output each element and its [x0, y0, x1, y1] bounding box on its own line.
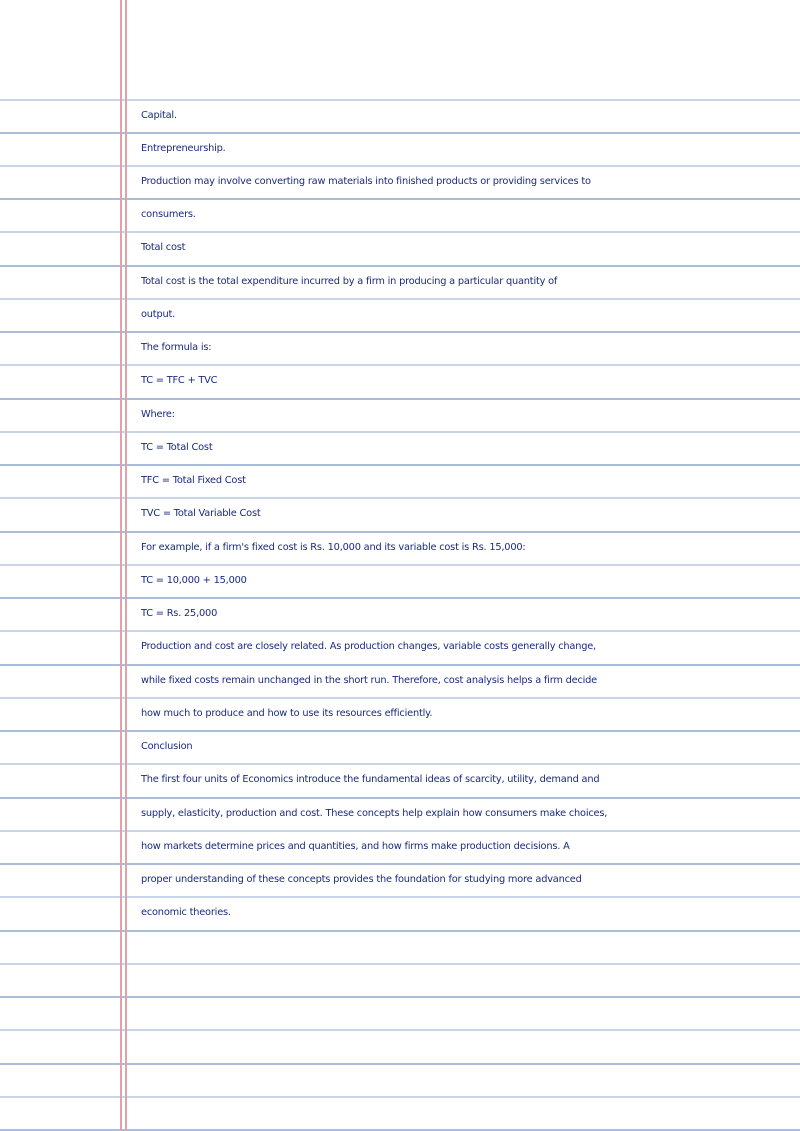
note-line: The first four units of Economics introduce the fundamental ideas of scarcity, utility, demand and — [141, 774, 600, 785]
note-line: while fixed costs remain unchanged in the short run. Therefore, cost analysis helps a firm decide — [141, 675, 598, 686]
note-line: TC = 10,000 + 15,000 — [141, 575, 247, 586]
note-line: consumers. — [141, 209, 196, 220]
note-line: Entrepreneurship. — [141, 143, 226, 154]
note-line: Total cost is the total expenditure incurred by a firm in producing a particular quantity of — [141, 276, 558, 287]
note-line: how markets determine prices and quantities, and how firms make production decisions. A — [141, 841, 570, 852]
note-line: The formula is: — [141, 342, 212, 353]
note-line: supply, elasticity, production and cost. These concepts help explain how consumers make choices, — [141, 808, 608, 819]
note-line: how much to produce and how to use its resources efficiently. — [141, 708, 433, 719]
note-line: Conclusion — [141, 741, 193, 752]
margin-line — [120, 0, 122, 1131]
note-line: TVC = Total Variable Cost — [141, 508, 261, 519]
note-line: output. — [141, 309, 176, 320]
note-line: TC = TFC + TVC — [141, 375, 218, 386]
note-line: For example, if a firm's fixed cost is Rs. 10,000 and its variable cost is Rs. 15,000: — [141, 542, 526, 553]
note-line: TFC = Total Fixed Cost — [141, 475, 246, 486]
note-line: proper understanding of these concepts provides the foundation for studying more advanced — [141, 874, 582, 885]
note-line: Where: — [141, 409, 175, 420]
note-line: Capital. — [141, 110, 177, 121]
note-line: Production may involve converting raw materials into finished products or providing services to — [141, 176, 591, 187]
note-line: Total cost — [141, 242, 186, 253]
note-line: Production and cost are closely related. As production changes, variable costs generally change, — [141, 641, 596, 652]
note-line: TC = Total Cost — [141, 442, 213, 453]
note-line: TC = Rs. 25,000 — [141, 608, 218, 619]
margin-line — [125, 0, 127, 1131]
note-line: economic theories. — [141, 907, 231, 918]
